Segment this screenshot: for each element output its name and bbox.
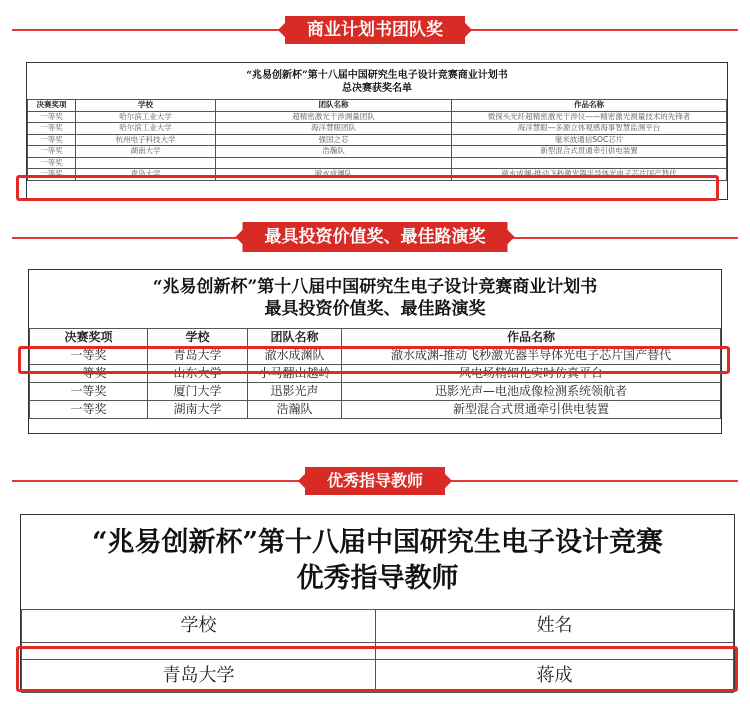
table-row [28,123,727,135]
table-row [28,146,727,158]
cell-name: 蒋成 [376,660,734,693]
document-title [29,270,721,328]
header-school: 学校 [22,610,376,643]
cell-school [76,157,216,169]
cell-team: 浩瀚队 [248,401,342,419]
cell-team: 海洋慧眼团队 [216,123,452,135]
header-team: 团队名称 [248,329,342,347]
title-line-1: “兆易创新杯”第十八届中国研究生电子设计竞赛商业计划书 [152,277,598,297]
cell-work: 风电场精细化实时仿真平台 [342,365,721,383]
table-row [28,157,727,169]
header-award: 决赛奖项 [28,100,76,112]
cell-team: 浩瀚队 [216,146,452,158]
cell-work: 澈水成渊-推动飞秒激光器半导体光电子芯片国产替代 [452,169,727,181]
team-award-table [27,99,727,181]
header-name: 姓名 [376,610,734,643]
cell-school: 哈尔滨工业大学 [76,111,216,123]
teacher-award-table [21,609,734,693]
section-banner-investment-award: 最具投资价值奖、最佳路演奖 [243,222,508,252]
title-line-2: 最具投资价值奖、最佳路演奖 [264,299,486,319]
cell-award: 一等奖 [28,157,76,169]
table-header-row [28,100,727,112]
cell-school: 湖南大学 [76,146,216,158]
cell-school: 杭州电子科技大学 [76,134,216,146]
document-title [27,63,727,99]
cell-work: 海洋慧眼—多源立体观感海事智慧监测平台 [452,123,727,135]
table-header-row [30,329,721,347]
section-banner-team-award: 商业计划书团队奖 [285,16,465,44]
cell-team: 迅影光声 [248,383,342,401]
document-title [21,515,734,609]
cell-award: 一等奖 [30,365,148,383]
investment-award-document [28,269,722,434]
cell-school: 青岛大学 [148,347,248,365]
cell-team: 澈水成渊队 [216,169,452,181]
cell-award: 一等奖 [28,146,76,158]
cell-school: 厦门大学 [148,383,248,401]
cell-award: 一等奖 [28,123,76,135]
title-line-1: “兆易创新杯”第十八届中国研究生电子设计竞赛商业计划书 [246,70,508,81]
title-line-2: 优秀指导教师 [296,563,459,594]
cell-school: 青岛大学 [76,169,216,181]
table-row-highlighted [28,169,727,181]
cell-school: 山东大学 [148,365,248,383]
header-award: 决赛奖项 [30,329,148,347]
cell-work: 新型混合式贯通牵引供电装置 [452,146,727,158]
cell-team: 小马翻山越岭 [248,365,342,383]
cell-work [452,157,727,169]
cell-name [376,643,734,660]
header-work: 作品名称 [342,329,721,347]
table-row [30,383,721,401]
cell-award: 一等奖 [28,169,76,181]
table-row [28,134,727,146]
table-header-row [22,610,734,643]
teacher-award-document [20,514,735,690]
header-work: 作品名称 [452,100,727,112]
header-school: 学校 [76,100,216,112]
cell-award: 一等奖 [30,347,148,365]
cell-work: 毫米波通信SOC芯片 [452,134,727,146]
cell-award: 一等奖 [30,383,148,401]
team-award-document [26,62,728,200]
title-line-2: 总决赛获奖名单 [342,83,412,94]
cell-work: 迅影光声—电池成像检测系统领航者 [342,383,721,401]
table-row [28,111,727,123]
cell-work: 新型混合式贯通牵引供电装置 [342,401,721,419]
cell-team: 强国之芯 [216,134,452,146]
cell-award: 一等奖 [28,134,76,146]
cell-work: 微探头光纤超精密激光干涉仪——精密激光测量技术的先锋者 [452,111,727,123]
table-row [22,643,734,660]
cell-school: 青岛大学 [22,660,376,693]
table-row [30,401,721,419]
cell-team: 超精密激光干涉测量团队 [216,111,452,123]
cell-school [22,643,376,660]
table-row-highlighted [22,660,734,693]
cell-school: 哈尔滨工业大学 [76,123,216,135]
cell-team: 澈水成渊队 [248,347,342,365]
cell-award: 一等奖 [30,401,148,419]
header-school: 学校 [148,329,248,347]
cell-team [216,157,452,169]
cell-school: 湖南大学 [148,401,248,419]
cell-work: 澈水成渊-推动飞秒激光器半导体光电子芯片国产替代 [342,347,721,365]
header-team: 团队名称 [216,100,452,112]
table-row [30,365,721,383]
investment-award-table [29,328,721,419]
cell-award: 一等奖 [28,111,76,123]
table-row-highlighted [30,347,721,365]
title-line-1: “兆易创新杯”第十八届中国研究生电子设计竞赛 [91,527,664,558]
section-banner-teacher-award: 优秀指导教师 [305,467,445,495]
